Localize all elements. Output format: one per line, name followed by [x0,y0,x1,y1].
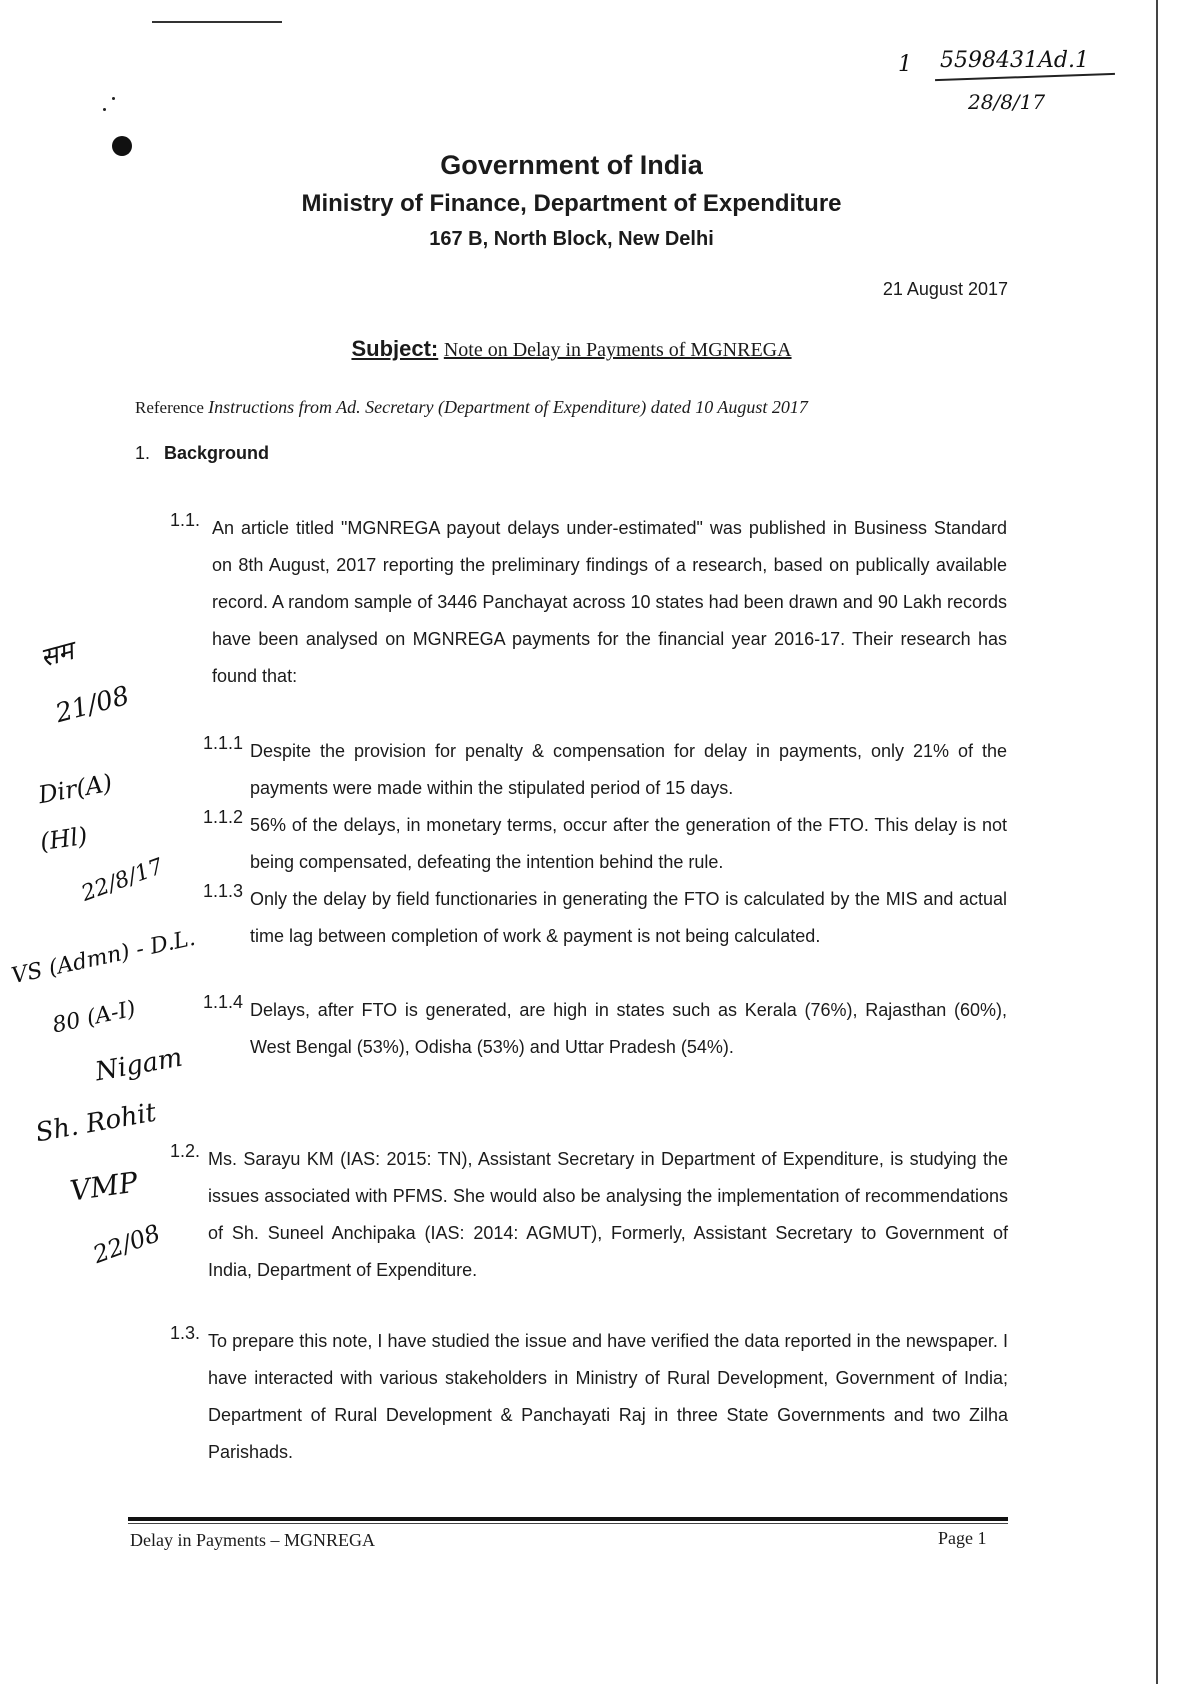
margin-note: VMP [68,1165,140,1208]
margin-note: सम [37,636,77,674]
subpoint-number: 1.1.4 [203,992,244,1012]
margin-note: Dir(A) [36,768,115,810]
subpoint-number: 1.1.2 [203,807,244,827]
header-ministry: Ministry of Finance, Department of Expenditure [301,190,842,217]
scan-edge-right [1156,0,1158,1684]
paragraph-1-1: An article titled "MGNREGA payout delays under-estimated" was published in Business Standard on 8th August, 2017 reporting the preliminary findings of a research, based on publically available record. A random sample of 3446 Panchayat across 10 states had been drawn and 90 Lakh records have been analysed on MGNREGA payments for the financial year 2016-17. Their research has found that: [212,518,1007,686]
subject-line [0,336,1143,362]
margin-note: (Hl) [38,821,90,857]
footer-title: Delay in Payments – MGNREGA [130,1530,375,1550]
handwritten-tick: 1 [898,52,912,77]
paragraph-number: 1.3. [170,1323,201,1343]
paragraph-1-3: To prepare this note, I have studied the issue and have verified the data reported in the newspaper. I have interacted with various stakeholders in Ministry of Rural Development, Government of India; Department of Rural Development & Panchayati Raj in three State Governments and two Zilha Parishads. [208,1331,1008,1462]
section-heading [135,443,269,464]
section-title: Background [164,443,270,463]
paragraph-number: 1.2. [170,1141,201,1161]
footer-rule-thin [128,1523,1008,1524]
subject-text: Note on Delay in Payments of MGNREGA [443,339,792,361]
subpoint-1-1-2: 56% of the delays, in monetary terms, occur after the generation of the FTO. This delay is not being compensated, defeating the intention behind the rule. [250,815,1007,872]
margin-note: 22/8/17 [78,854,167,907]
reference-text: Instructions from Ad. Secretary (Department of Expenditure) dated 10 August 2017 [208,397,808,417]
subpoint-1-1-4: Delays, after FTO is generated, are high in states such as Kerala (76%), Rajasthan (60%), West Bengal (53%), Odisha (53%) and Uttar Pradesh (54%). [250,1000,1007,1057]
margin-note: VS (Admn) - D.L. [9,925,198,990]
margin-note: Nigam [93,1042,185,1088]
reference-label: Reference [135,398,204,417]
margin-note: 22/08 [89,1219,164,1269]
page-number: Page 1 [938,1528,987,1548]
margin-note: 80 (A-I) [50,996,138,1039]
margin-note: 21/08 [52,680,133,730]
footer-rule [128,1517,1008,1521]
header-address: 167 B, North Block, New Delhi [429,228,714,250]
reference-line [135,397,808,418]
scan-speck [112,97,115,100]
document-date: 21 August 2017 [882,279,1008,299]
subpoint-1-1-1: Despite the provision for penalty & compensation for delay in payments, only 21% of the payments were made within the stipulated period of 15 days. [250,741,1007,798]
margin-note: Sh. Rohit [33,1097,159,1149]
paragraph-1-2: Ms. Sarayu KM (IAS: 2015: TN), Assistant Secretary in Department of Expenditure, is studying the issues associated with PFMS. She would also be analysing the implementation of recommendations of Sh. Suneel Anchipaka (IAS: 2014: AGMUT), Formerly, Assistant Secretary to Government of India, Department of Expenditure. [208,1149,1008,1280]
scan-speck [103,108,106,111]
header-government: Government of India [440,150,703,180]
paragraph-number: 1.1. [170,510,201,530]
subpoint-number: 1.1.3 [203,881,244,901]
handwritten-underline [935,73,1115,81]
handwritten-ref-date: 28/8/17 [968,90,1046,114]
subject-label: Subject: [351,336,439,361]
scan-rule-top [152,21,282,23]
subpoint-1-1-3: Only the delay by field functionaries in generating the FTO is calculated by the MIS and actual time lag between completion of work & payment is not being calculated. [250,889,1007,946]
handwritten-ref-number: 5598431Ad.1 [940,48,1089,73]
subpoint-number: 1.1.1 [203,733,244,753]
section-number: 1. [135,443,151,463]
